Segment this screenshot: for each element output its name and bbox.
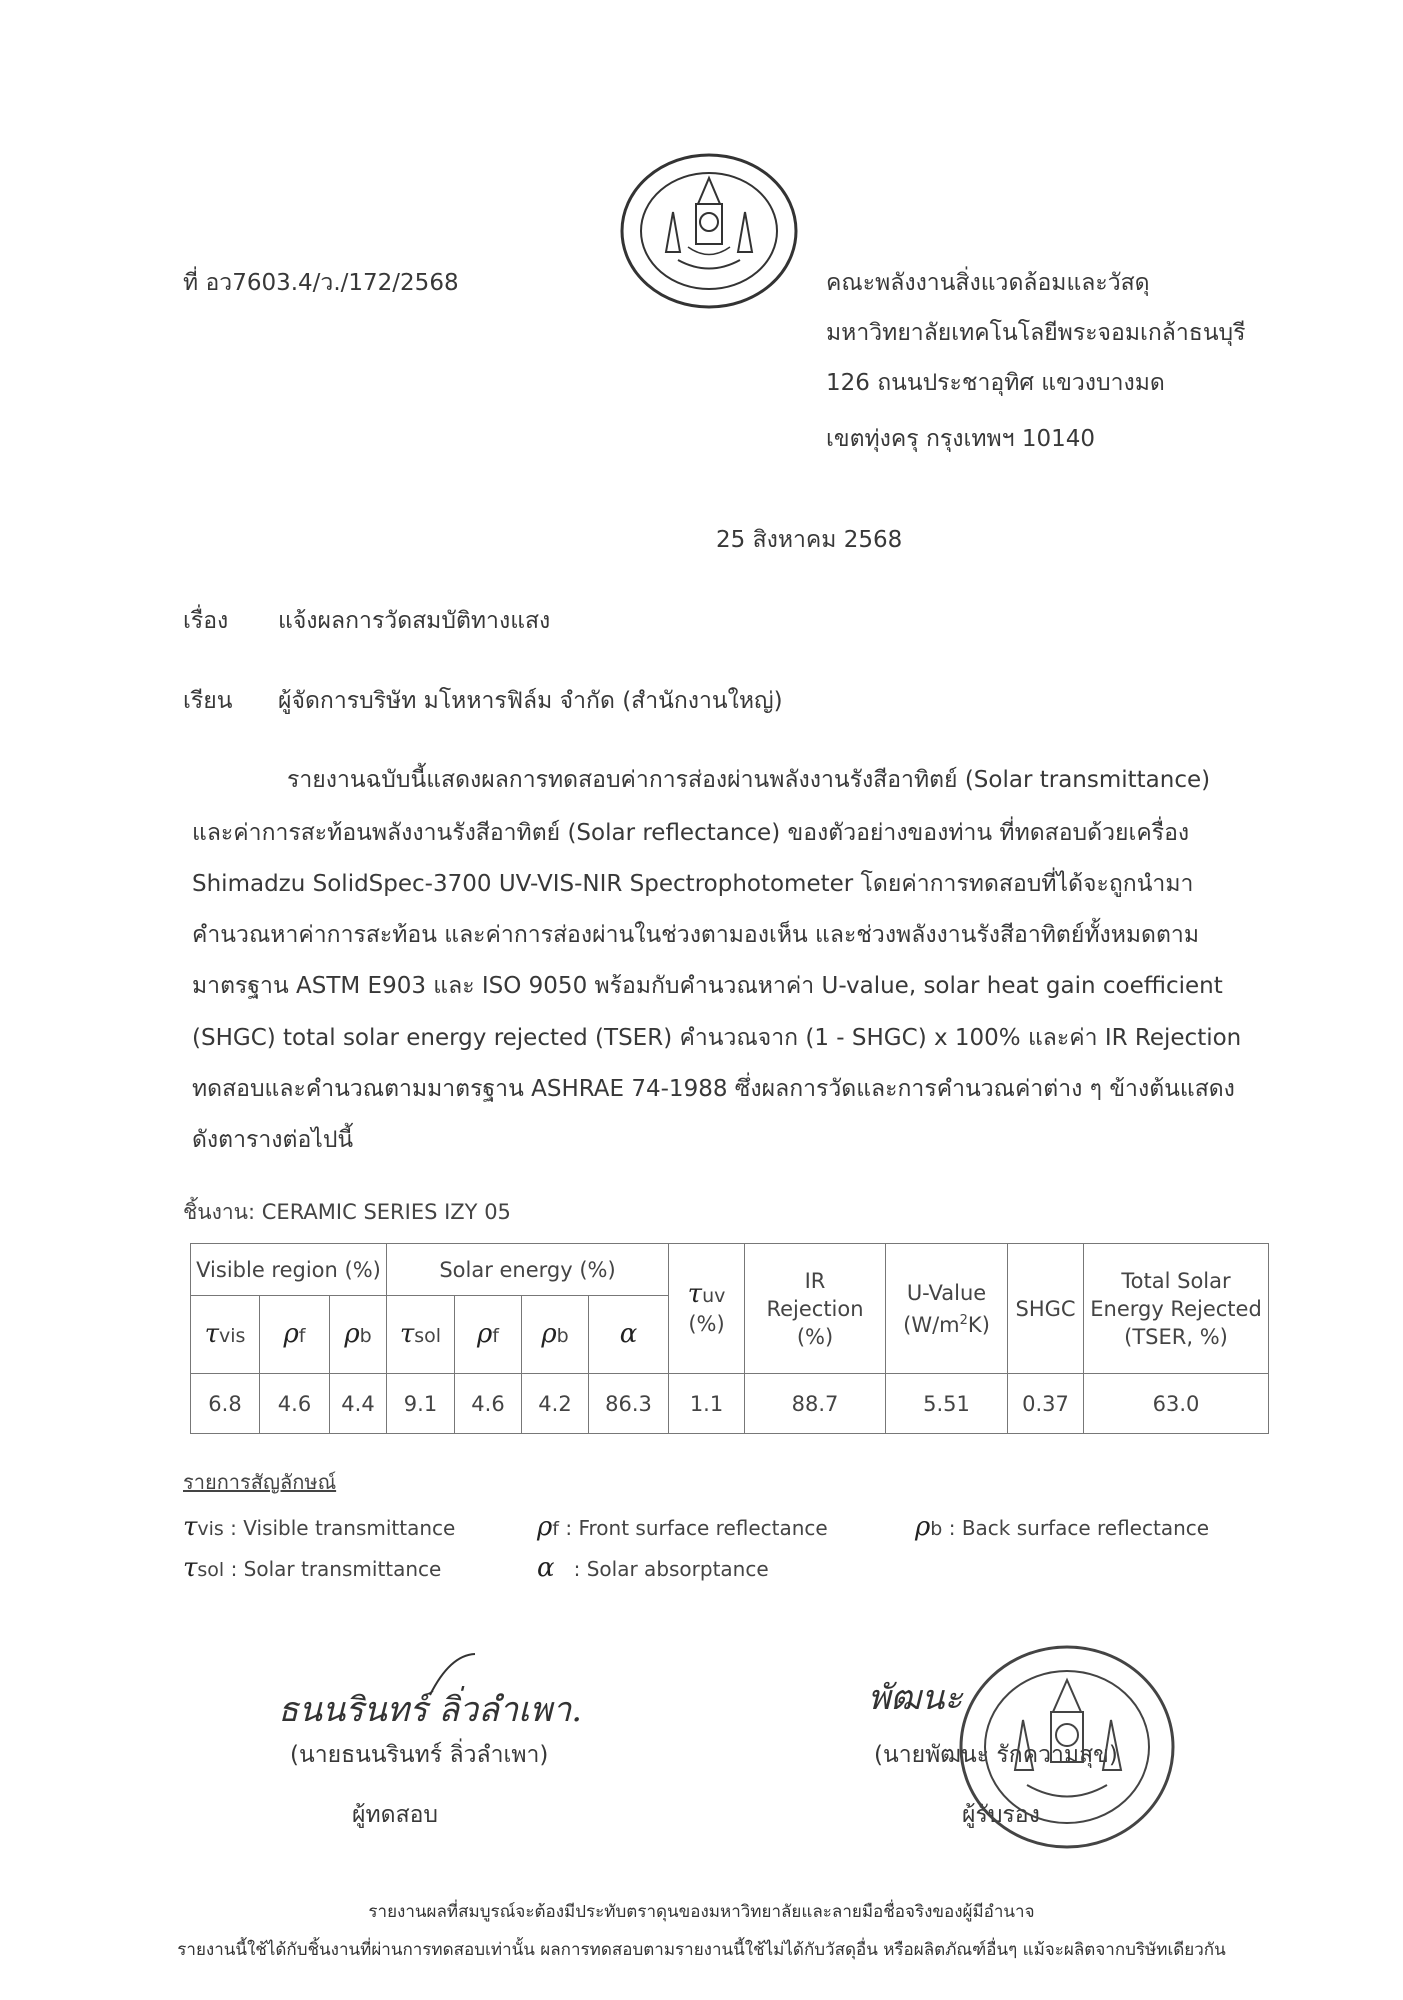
body-line: ทดสอบและคำนวณตามมาตรฐาน ASHRAE 74-1988 ซึ่งผลการวัดและการคำนวณค่าต่าง ๆ ข้างต้นแสดง	[192, 1076, 1235, 1102]
tuv-header: τuv (%)	[669, 1244, 745, 1374]
reference-number: ที่ อว7603.4/ว./172/2568	[183, 270, 459, 296]
footer-line-1: รายงานผลที่สมบูรณ์จะต้องมีประทับตราดุนของมหาวิทยาลัยและลายมือชื่อจริงของผู้มีอำนาจ	[368, 1902, 1035, 1922]
body-line: Shimadzu SolidSpec-3700 UV-VIS-NIR Spectrophotometer โดยค่าการทดสอบที่ได้จะถูกนำมา	[192, 871, 1194, 897]
uvalue-value: 5.51	[886, 1374, 1008, 1434]
legend-pf: ρf : Front surface reflectance	[537, 1512, 828, 1542]
body-line: ดังตารางต่อไปนี้	[192, 1127, 354, 1153]
body-line: มาตรฐาน ASTM E903 และ ISO 9050 พร้อมกับคำนวณหาค่า U-value, solar heat gain coefficient	[192, 973, 1223, 999]
body-line: และค่าการสะท้อนพลังงานรังสีอาทิตย์ (Solar reflectance) ของตัวอย่างของท่าน ที่ทดสอบด้วยเครื่อง	[192, 820, 1190, 846]
signature-flourish	[420, 1650, 480, 1700]
tsol-header: τsol	[387, 1296, 455, 1374]
table-row	[191, 1374, 1269, 1434]
org-line-3: 126 ถนนประชาอุทิศ แขวงบางมด	[826, 370, 1165, 396]
approver-name: (นายพัฒนะ รักความสุข)	[874, 1742, 1118, 1768]
legend-tvis: τvis : Visible transmittance	[183, 1512, 456, 1542]
pb-vis-header: ρb	[330, 1296, 387, 1374]
alpha-header: α	[589, 1296, 669, 1374]
body-line: คำนวณหาค่าการสะท้อน และค่าการส่องผ่านในช่วงตามองเห็น และช่วงพลังงานรังสีอาทิตย์ทั้งหมดตาม	[192, 922, 1200, 948]
pf-sol-header: ρf	[455, 1296, 522, 1374]
university-seal	[618, 152, 800, 310]
tvis-header: τvis	[191, 1296, 260, 1374]
tester-role: ผู้ทดสอบ	[352, 1802, 439, 1828]
recipient-label: เรียน	[183, 688, 233, 714]
tester-name: (นายธนนรินทร์ ลิ่วลำเพา)	[290, 1742, 549, 1768]
pf-vis-header: ρf	[260, 1296, 330, 1374]
alpha-value: 86.3	[589, 1374, 669, 1434]
u-value-header: U-Value $(W/m^2K)$	[886, 1244, 1008, 1374]
subject-text: แจ้งผลการวัดสมบัติทางแสง	[278, 608, 551, 634]
tuv-value: 1.1	[669, 1374, 745, 1434]
subject-label: เรื่อง	[183, 608, 229, 634]
results-table	[190, 1243, 1269, 1434]
ir-rejection-header: IR Rejection (%)	[745, 1244, 886, 1374]
letter-date: 25 สิงหาคม 2568	[716, 527, 903, 553]
tser-value: 63.0	[1084, 1374, 1269, 1434]
tvis-value: 6.8	[191, 1374, 260, 1434]
specimen-label: ชิ้นงาน: CERAMIC SERIES IZY 05	[183, 1200, 511, 1224]
legend-alpha: α : Solar absorptance	[537, 1553, 769, 1583]
approver-role: ผู้รับรอง	[962, 1802, 1040, 1828]
approver-signature: พัฒนะ	[868, 1678, 963, 1718]
pb-sol-header: ρb	[522, 1296, 589, 1374]
body-line: (SHGC) total solar energy rejected (TSER) คำนวณจาก (1 - SHGC) x 100% และค่า IR Rejection	[192, 1025, 1242, 1051]
pf-vis-value: 4.6	[260, 1374, 330, 1434]
tester-signature: ธนนรินทร์ ลิ่วลำเพา.	[278, 1690, 583, 1730]
legend-heading: รายการสัญลักษณ์	[183, 1470, 337, 1494]
legend-tsol: τsol : Solar transmittance	[183, 1553, 442, 1583]
pb-sol-value: 4.2	[522, 1374, 589, 1434]
pf-sol-value: 4.6	[455, 1374, 522, 1434]
pb-vis-value: 4.4	[330, 1374, 387, 1434]
footer-line-2: รายงานนี้ใช้ได้กับชิ้นงานที่ผ่านการทดสอบเท่านั้น ผลการทดสอบตามรายงานนี้ใช้ไม่ได้กับวัสดุอื่น หรือผลิตภัณฑ์อื่นๆ แม้จะผลิตจากบริษัทเดียวกัน	[177, 1940, 1226, 1960]
org-line-2: มหาวิทยาลัยเทคโนโลยีพระจอมเกล้าธนบุรี	[826, 320, 1246, 346]
ir-value: 88.7	[745, 1374, 886, 1434]
tsol-value: 9.1	[387, 1374, 455, 1434]
solar-energy-header: Solar energy (%)	[387, 1244, 669, 1296]
body-line: รายงานฉบับนี้แสดงผลการทดสอบค่าการส่องผ่านพลังงานรังสีอาทิตย์ (Solar transmittance)	[287, 767, 1211, 793]
legend-pb: ρb : Back surface reflectance	[915, 1512, 1210, 1542]
recipient-text: ผู้จัดการบริษัท มโหหารฟิล์ม จำกัด (สำนักงานใหญ่)	[278, 688, 783, 714]
shgc-value: 0.37	[1008, 1374, 1084, 1434]
shgc-header: SHGC	[1008, 1244, 1084, 1374]
tser-header: Total Solar Energy Rejected (TSER, %)	[1084, 1244, 1269, 1374]
org-line-4: เขตทุ่งครุ กรุงเทพฯ 10140	[826, 426, 1096, 452]
org-line-1: คณะพลังงานสิ่งแวดล้อมและวัสดุ	[826, 270, 1150, 296]
university-stamp-icon	[955, 1640, 1180, 1855]
visible-region-header: Visible region (%)	[191, 1244, 387, 1296]
